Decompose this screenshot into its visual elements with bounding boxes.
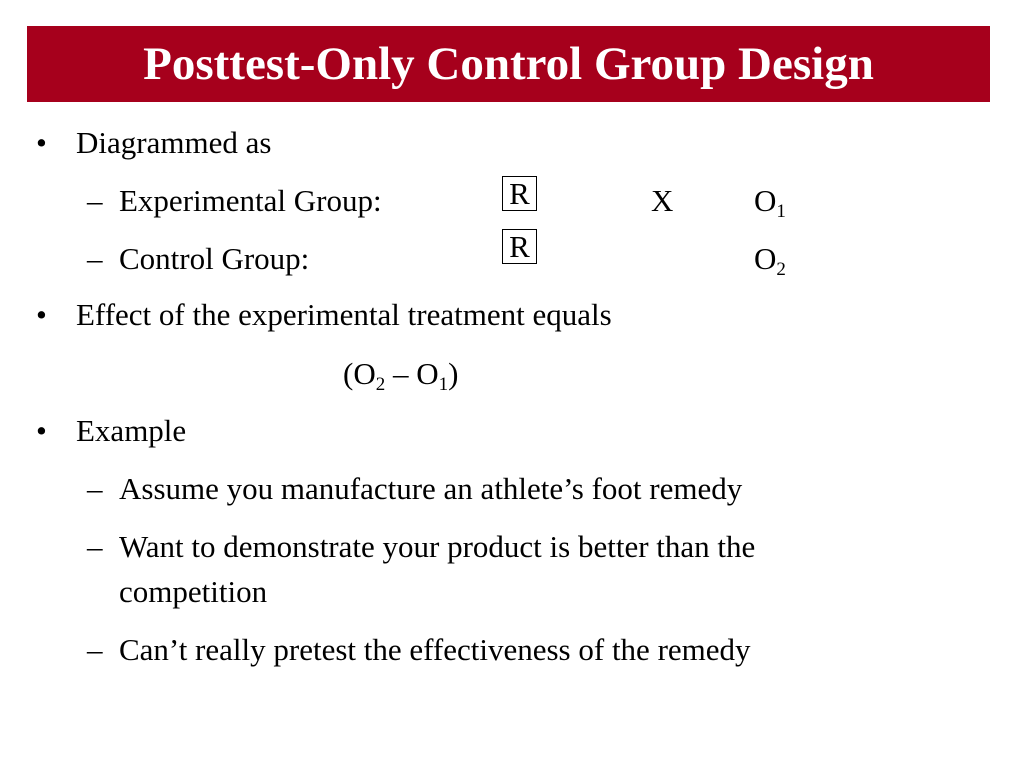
random-assignment-box: R: [502, 229, 537, 264]
example-item-demonstrate-cont: competition: [119, 574, 268, 609]
formula-subscript: 2: [375, 374, 386, 395]
bullet-diagrammed: Diagrammed as: [76, 125, 272, 160]
treatment-x: X: [651, 183, 674, 218]
dash-icon: –: [87, 632, 103, 667]
dash-icon: –: [87, 183, 103, 218]
bullet-dot-icon: •: [36, 297, 47, 332]
observation-o2: [754, 241, 786, 280]
effect-formula: [343, 356, 459, 395]
dash-icon: –: [87, 529, 103, 564]
example-item-demonstrate: Want to demonstrate your product is better than the: [119, 529, 756, 564]
observation-subscript: 2: [776, 259, 786, 280]
bullet-dot-icon: •: [36, 125, 47, 160]
observation-letter: O: [754, 241, 777, 276]
bullet-dot-icon: •: [36, 413, 47, 448]
formula-middle: – O: [385, 356, 439, 391]
random-assignment-box: R: [502, 176, 537, 211]
bullet-effect: Effect of the experimental treatment equals: [76, 297, 612, 332]
control-group-label: Control Group:: [119, 241, 310, 276]
formula-subscript: 1: [438, 374, 449, 395]
observation-letter: O: [754, 183, 777, 218]
example-item-manufacture: Assume you manufacture an athlete’s foot remedy: [119, 471, 743, 506]
observation-subscript: 1: [776, 201, 786, 222]
slide-title: Posttest-Only Control Group Design: [143, 38, 874, 90]
formula-close: ): [448, 356, 459, 391]
dash-icon: –: [87, 471, 103, 506]
experimental-group-label: Experimental Group:: [119, 183, 382, 218]
observation-o1: [754, 183, 786, 222]
dash-icon: –: [87, 241, 103, 276]
formula-open: (O: [343, 356, 376, 391]
bullet-example: Example: [76, 413, 187, 448]
title-bar: [27, 26, 990, 102]
example-item-pretest: Can’t really pretest the effectiveness of the remedy: [119, 632, 751, 667]
